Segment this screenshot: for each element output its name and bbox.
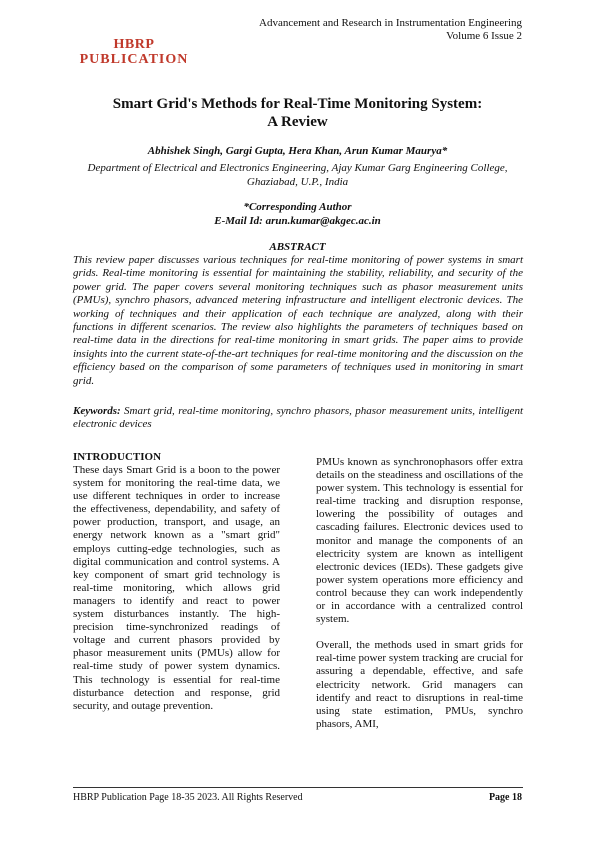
intro-paragraph-1: These days Smart Grid is a boon to the power system for monitoring the real-time data, we use different techniques in order to increase the effectiveness, dependability, and safety of power production, transport, and usage, an energy network known as a "smart grid" employs cutting-edge technologies, such as digital communication and control systems. A key component of smart grid technology is real-time monitoring, which allows grid managers to identify and react to power system disturbances instantly. The high-precision time-synchronized readings of voltage and current phasors provided by phasor measurement units (PMUs) allow for real-time study of power system dynamics. This technology is essential for real-time disturbance detection and response, grid security, and outage prevention. (73, 464, 280, 712)
keywords (73, 405, 523, 432)
right-column (316, 456, 523, 731)
title-line-2: A Review (267, 114, 328, 130)
journal-name: Advancement and Research in Instrumentation Engineering (259, 17, 522, 29)
intro-paragraph-2: PMUs known as synchronophasors offer extra details on the steadiness and oscillations of the power system. This technology is essential for real-time tracking and disruption response, lowering the possibility of outages and cascading failures. Electronic devices used to monitor and manage the components of an electricity system are known as intelligent electronic devices (IEDs). These gadgets give power system operations more efficiency and control because they can work independently or in accordance with a centralized control system. (316, 456, 523, 626)
footer-divider (73, 787, 523, 788)
corresponding-author (60, 200, 535, 228)
intro-paragraph-3: Overall, the methods used in smart grids for real-time power system tracking are crucial for assuring a dependable, effective, and safe electricity network. Grid managers can identify and react to disruptions in real-time using state estimation, PMUs, synchro phasors, AMI, (316, 639, 523, 730)
publisher-logo (74, 37, 194, 67)
title-line-1: Smart Grid's Methods for Real-Time Monitoring System: (112, 96, 483, 112)
left-column (73, 451, 280, 713)
logo-line-1: HBRP (113, 37, 155, 52)
logo-line-2: PUBLICATION (79, 52, 189, 67)
abstract-heading: ABSTRACT (269, 241, 326, 253)
footer-copyright: HBRP Publication Page 18-35 2023. All Rights Reserved (73, 792, 303, 803)
affiliation: Department of Electrical and Electronics Engineering, Ajay Kumar Garg Engineering College, Ghaziabad, U.P., India (87, 162, 508, 188)
paper-title (60, 95, 535, 131)
journal-volume: Volume 6 Issue 2 (446, 30, 522, 42)
keywords-label: Keywords: (73, 405, 121, 417)
author-list: Abhishek Singh, Gargi Gupta, Hera Khan, Arun Kumar Maurya* (147, 145, 448, 157)
abstract-text: This review paper discusses various techniques for real-time monitoring of power systems in smart grids. Real-time monitoring is essential for maintaining the stability, reliability, and security of the power grid. The paper covers several monitoring techniques such as phasor measurement units (PMUs), synchro phasors, advanced metering infrastructure and intelligent electronic devices. The working of techniques and their application of each technique are analyzed, along with their functions in different scenarios. The review also highlights the parameters of techniques based on real-time data in the directions for real-time monitoring in smart grids. The paper aims to provide insights into the current state-of-the-art techniques for real-time monitoring and the discussion on the efficiency based on the comparison of some parameters of techniques used in monitoring in smart grid. (73, 254, 523, 387)
paragraph-gap (316, 626, 523, 639)
page-number: Page 18 (488, 792, 522, 803)
corresponding-email[interactable]: E-Mail Id: arun.kumar@akgec.ac.in (214, 215, 381, 227)
introduction-heading: INTRODUCTION (73, 451, 162, 463)
keywords-text: Smart grid, real-time monitoring, synchro phasors, phasor measurement units, intelligent electronic devices (73, 405, 523, 431)
corresponding-label: *Corresponding Author (243, 201, 352, 213)
journal-header (259, 17, 522, 43)
